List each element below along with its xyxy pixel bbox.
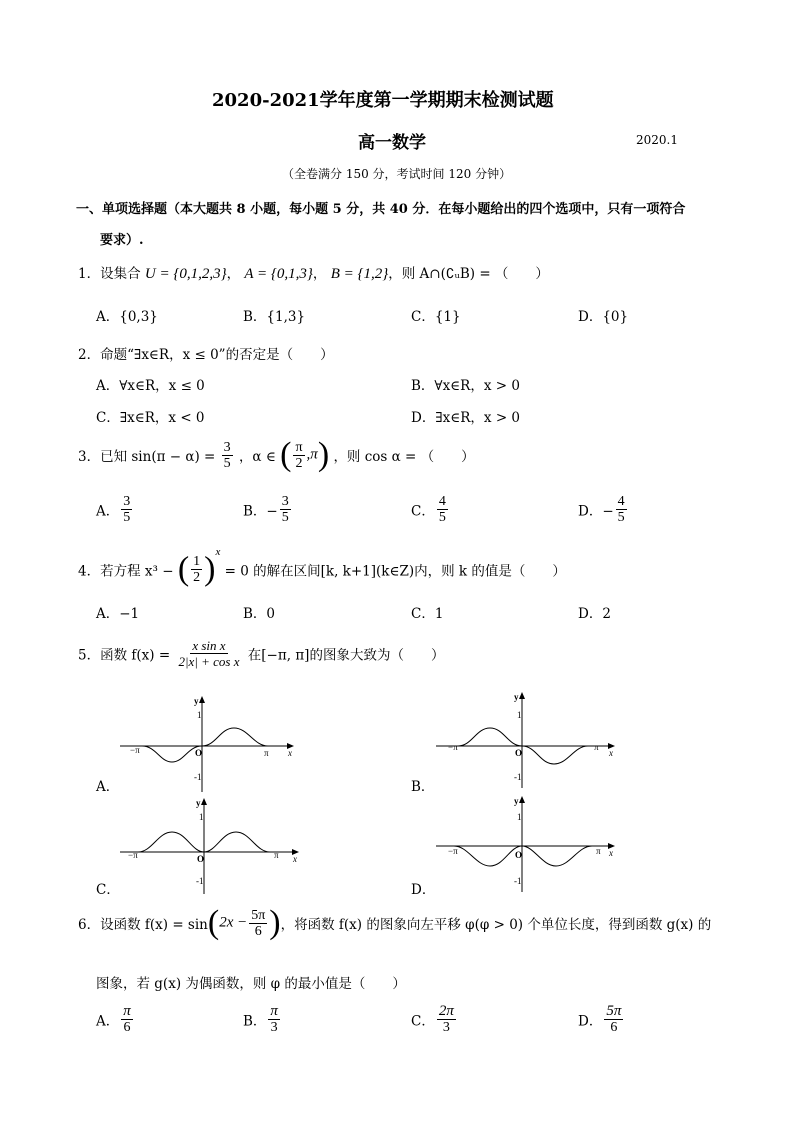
svg-text:−π: −π [448, 742, 458, 752]
q4-option-b: B．0 [243, 606, 276, 622]
svg-text:x: x [609, 848, 613, 858]
svg-text:π: π [274, 850, 279, 860]
question-2: 2．命题“∃x∈R，x ≤ 0”的否定是（ ） [78, 347, 334, 363]
q6-inner: 2x − [219, 914, 248, 931]
svg-text:1: 1 [517, 710, 522, 720]
svg-text:−π: −π [128, 850, 138, 860]
q2-option-d: D．∃x∈R，x > 0 [411, 410, 521, 426]
graph-tick-neg1: -1 [194, 772, 202, 782]
q1-set-b: B = {1,2} [330, 266, 389, 282]
q5-option-c: C． [96, 882, 120, 898]
section-heading: 一、单项选择题（本大题共 8 小题，每小题 5 分，共 40 分．在每小题给出的四个选项中，只有一项符合 [76, 202, 686, 217]
svg-text:x: x [609, 748, 613, 758]
svg-text:-1: -1 [514, 772, 522, 782]
q4-prefix: 4．若方程 x³ − [78, 563, 174, 580]
q3-option-d: D．− $\frac{4}{5}$ [578, 494, 625, 525]
svg-text:π: π [594, 742, 599, 752]
q3-rest: ,π [306, 446, 318, 463]
q5-prefix: 5．函数 f(x) = [78, 647, 171, 664]
q3-option-a: A． $\frac{3}{5}$ [96, 494, 131, 525]
graph-x-label: x [288, 748, 292, 758]
q6-option-c: C． $\frac{2\pi}{3}$ [411, 1003, 454, 1035]
question-4: 4．若方程 x³ − ( $\frac{1}{2}$ )$^x$ = 0 的解在区间[k, k+1](k∈Z)内，则 k 的值是（ ） [78, 546, 566, 588]
subject-title: 高一数学 [358, 133, 426, 153]
q4-rest: = 0 的解在区间[k, k+1](k∈Z)内，则 k 的值是（ ） [224, 563, 566, 580]
q1-option-c: C．{1} [411, 309, 461, 325]
q3-option-b: B．− $\frac{3}{5}$ [243, 494, 289, 525]
svg-text:O: O [197, 854, 205, 864]
q1-option-b: B．{1,3} [243, 309, 306, 325]
graph-y-label: y [194, 696, 199, 706]
q4-option-d: D．2 [578, 606, 611, 622]
svg-text:y: y [514, 692, 519, 702]
q4-frac: $\frac{1}{2}$ [193, 554, 201, 585]
q4-option-a: A．−1 [96, 606, 140, 622]
svg-text:y: y [514, 796, 519, 806]
graph-b [434, 690, 619, 790]
q5-rest: 在[−π, π]的图象大致为（ ） [247, 647, 445, 664]
q3-option-c: C． $\frac{4}{5}$ [411, 494, 446, 525]
graph-origin: O [195, 748, 203, 758]
graph-c [118, 796, 303, 896]
graph-d [434, 794, 619, 894]
q6-rest: ，将函数 f(x) 的图象向左平移 φ(φ > 0) 个单位长度，得到函数 g(x) 的 [280, 917, 712, 933]
q3-mid: ，α ∈ [238, 449, 276, 465]
svg-text:−π: −π [448, 846, 458, 856]
q3-frac-1: $\frac{3}{5}$ [223, 439, 231, 471]
q1-option-a: A．{0,3} [96, 309, 158, 325]
q1-set-u: U = {0,1,2,3} [144, 266, 227, 282]
q2-option-c: C．∃x∈R，x < 0 [96, 410, 205, 426]
q6-frac: $\frac{5\pi}{6}$ [251, 907, 266, 939]
svg-text:O: O [515, 850, 523, 860]
graph-neg-pi: −π [130, 745, 140, 755]
q5-frac: $\frac{\text{x sin x}}{\text{2|x| + cos x}}$ [178, 638, 240, 669]
svg-text:x: x [293, 854, 297, 864]
graph-pi: π [264, 748, 269, 758]
svg-text:1: 1 [517, 812, 522, 822]
graph-a [118, 694, 298, 794]
q2-option-a: A．∀x∈R，x ≤ 0 [96, 378, 205, 394]
svg-text:y: y [196, 798, 201, 808]
section-heading-cont: 要求）. [100, 233, 144, 248]
q6-option-d: D． $\frac{5\pi}{6}$ [578, 1003, 622, 1035]
q6-option-b: B． $\frac{\pi}{3}$ [243, 1003, 278, 1035]
q6-option-a: A． $\frac{\pi}{6}$ [96, 1003, 131, 1035]
q1-set-a: A = {0,1,3} [244, 266, 313, 282]
q4-option-c: C．1 [411, 606, 444, 622]
exam-title: 2020-2021学年度第一学期期末检测试题 [212, 90, 554, 111]
svg-text:O: O [515, 748, 523, 758]
question-1: 1．设集合 U = {0,1,2,3}， A = {0,1,3}， B = {1,2}，则 A∩(∁ᵤB) = （ ） [78, 266, 549, 282]
svg-text:1: 1 [199, 812, 204, 822]
graph-tick-1: 1 [197, 710, 202, 720]
q3-prefix: 3．已知 sin(π − α) = [78, 449, 216, 465]
question-5 [78, 638, 444, 669]
q4-exponent: x [215, 546, 221, 558]
q1-num: 1．设集合 [78, 266, 141, 282]
q3-frac-2: $\frac{\pi}{2}$ [295, 439, 303, 471]
question-6: 6．设函数 f(x) = sin(2x − $\frac{5\pi}{6}$ )，将函数 f(x) 的图象向左平移 φ(φ > 0) 个单位长度，得到函数 g(x) 的 [78, 904, 712, 941]
svg-text:-1: -1 [196, 876, 204, 886]
question-6-line2: 图象，若 g(x) 为偶函数，则 φ 的最小值是（ ） [96, 976, 406, 992]
exam-date: 2020.1 [636, 133, 678, 147]
svg-text:-1: -1 [514, 876, 522, 886]
question-3: 3．已知 sin(π − α) = $\frac{3}{5}$ ，α ∈ ( $\frac{\pi}{2}$ ,π) ，则 cos α = （ ） [78, 436, 475, 473]
q2-option-b: B．∀x∈R，x > 0 [411, 378, 520, 394]
exam-note: （全卷满分 150 分，考试时间 120 分钟） [282, 167, 512, 181]
q1-option-d: D．{0} [578, 309, 629, 325]
q1-ask: ，则 A∩(∁ᵤB) = （ ） [388, 266, 549, 282]
q3-ask: ，则 cos α = （ ） [333, 449, 475, 465]
q5-option-a: A． [96, 779, 120, 795]
q5-option-d: D． [411, 882, 436, 898]
q5-option-b: B． [411, 779, 435, 795]
q6-prefix: 6．设函数 f(x) = sin [78, 917, 208, 933]
svg-text:π: π [596, 846, 601, 856]
